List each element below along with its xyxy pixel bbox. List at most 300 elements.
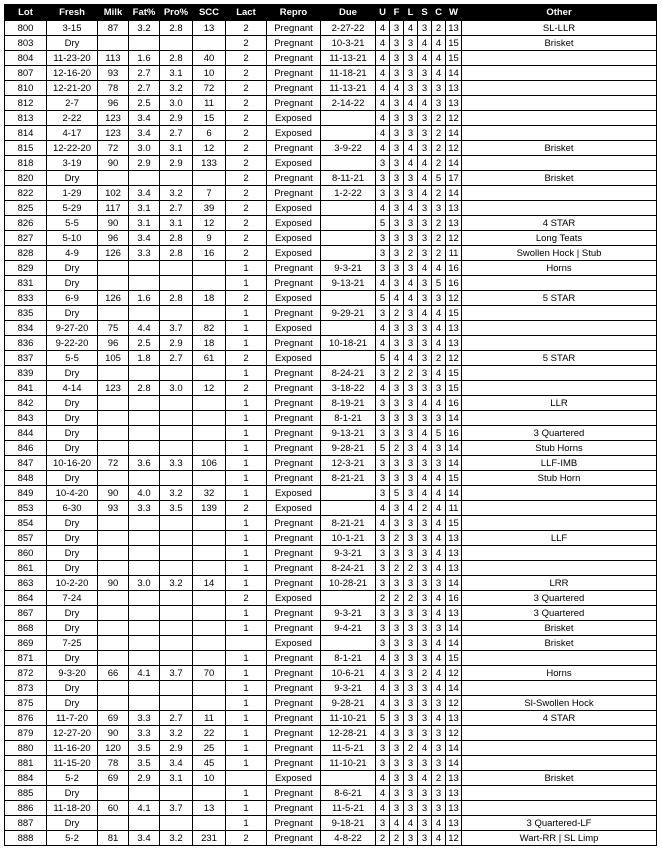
cell-fresh: Dry [47,471,98,486]
cell-milk [98,411,129,426]
cell-fat [129,636,160,651]
cell-other: 5 STAR [462,351,657,366]
cell-repro: Pregnant [267,741,321,756]
cell-w: 12 [446,726,462,741]
cell-fat: 4.1 [129,801,160,816]
cell-other [462,411,657,426]
cell-lact: 1 [226,486,267,501]
cell-c: 4 [432,516,446,531]
cell-l: 3 [404,471,418,486]
cell-f: 3 [390,126,404,141]
cell-lact: 2 [226,156,267,171]
cell-scc: 82 [193,321,226,336]
cell-milk: 69 [98,771,129,786]
cell-u: 3 [376,741,390,756]
table-row [5,156,657,171]
cell-f: 3 [390,201,404,216]
cell-fat [129,606,160,621]
cell-w: 14 [446,126,462,141]
cell-scc: 25 [193,741,226,756]
cell-other: 3 Quartered [462,426,657,441]
cell-other [462,681,657,696]
cell-l: 3 [404,396,418,411]
table-row [5,51,657,66]
cell-due: 9-4-21 [321,621,376,636]
cell-u: 2 [376,831,390,846]
table-row [5,726,657,741]
cell-u: 4 [376,276,390,291]
cell-l: 3 [404,546,418,561]
cell-fresh: 5-2 [47,771,98,786]
cell-f: 3 [390,186,404,201]
cell-other: Horns [462,666,657,681]
table-header [5,5,657,21]
cell-repro: Exposed [267,216,321,231]
cell-scc: 45 [193,756,226,771]
table-row [5,516,657,531]
cell-pro: 3.2 [160,576,193,591]
cell-repro: Pregnant [267,606,321,621]
cell-l: 3 [404,606,418,621]
cell-due: 12-3-21 [321,456,376,471]
cell-f: 3 [390,336,404,351]
cell-milk: 72 [98,141,129,156]
cell-other [462,321,657,336]
cell-u: 4 [376,681,390,696]
cell-pro [160,681,193,696]
cell-lact: 2 [226,111,267,126]
cell-lact: 2 [226,351,267,366]
table-row [5,756,657,771]
cell-milk [98,681,129,696]
table-row [5,66,657,81]
cell-l: 3 [404,726,418,741]
cell-lot: 857 [5,531,47,546]
cell-lot: 818 [5,156,47,171]
cell-scc: 12 [193,141,226,156]
cell-due [321,246,376,261]
cell-repro: Pregnant [267,141,321,156]
cell-repro: Pregnant [267,51,321,66]
cell-due: 9-3-21 [321,681,376,696]
cell-lot: 847 [5,456,47,471]
cell-c: 4 [432,636,446,651]
cell-fat: 3.3 [129,501,160,516]
cell-c: 3 [432,201,446,216]
cell-milk: 123 [98,111,129,126]
cell-l: 3 [404,36,418,51]
cell-w: 12 [446,111,462,126]
cell-c: 4 [432,36,446,51]
cell-f: 2 [390,591,404,606]
cell-lact: 2 [226,21,267,36]
cell-s: 3 [418,516,432,531]
cell-w: 13 [446,816,462,831]
cell-s: 4 [418,171,432,186]
column-header-due: Due [321,5,376,21]
cell-milk: 66 [98,666,129,681]
cell-f: 3 [390,396,404,411]
cell-due: 9-3-21 [321,546,376,561]
cell-s: 4 [418,156,432,171]
cell-lact: 1 [226,726,267,741]
cell-l: 3 [404,756,418,771]
cell-s: 3 [418,66,432,81]
cell-f: 3 [390,696,404,711]
cell-milk [98,261,129,276]
cell-u: 3 [376,411,390,426]
cell-fat: 1.6 [129,291,160,306]
cell-scc: 106 [193,456,226,471]
cell-w: 13 [446,96,462,111]
cell-scc [193,621,226,636]
cell-w: 14 [446,186,462,201]
cell-f: 2 [390,306,404,321]
cell-u: 4 [376,516,390,531]
cell-pro [160,516,193,531]
cell-milk [98,651,129,666]
table-row [5,96,657,111]
cell-due: 10-1-21 [321,531,376,546]
cell-fat: 3.6 [129,456,160,471]
table-row [5,171,657,186]
cell-due: 11-10-21 [321,711,376,726]
cell-lot: 803 [5,36,47,51]
cell-f: 5 [390,486,404,501]
cell-due: 3-9-22 [321,141,376,156]
cell-w: 13 [446,531,462,546]
cell-fresh: 10-4-20 [47,486,98,501]
cell-u: 4 [376,21,390,36]
cell-other [462,336,657,351]
cell-c: 4 [432,51,446,66]
cell-milk: 90 [98,156,129,171]
cell-repro: Pregnant [267,81,321,96]
cell-u: 4 [376,66,390,81]
cell-other: Brisket [462,141,657,156]
cell-c: 4 [432,501,446,516]
cell-s: 3 [418,801,432,816]
cell-due: 11-13-21 [321,81,376,96]
cell-fat [129,531,160,546]
cell-c: 3 [432,441,446,456]
cell-l: 3 [404,261,418,276]
cell-lact: 2 [226,501,267,516]
cell-fat [129,561,160,576]
cell-w: 15 [446,651,462,666]
cell-milk: 75 [98,321,129,336]
cell-other: Brisket [462,171,657,186]
table-row [5,651,657,666]
cell-l: 3 [404,336,418,351]
cell-l: 4 [404,201,418,216]
column-header-fat: Fat% [129,5,160,21]
cell-l: 3 [404,786,418,801]
cell-milk [98,276,129,291]
cell-due [321,291,376,306]
table-row [5,36,657,51]
cell-other: Brisket [462,771,657,786]
cell-f: 3 [390,216,404,231]
cell-f: 4 [390,816,404,831]
cell-w: 14 [446,741,462,756]
cell-s: 4 [418,741,432,756]
cell-c: 2 [432,231,446,246]
cell-due: 8-19-21 [321,396,376,411]
cell-milk: 126 [98,291,129,306]
cell-l: 2 [404,591,418,606]
cell-w: 16 [446,426,462,441]
cell-lot: 839 [5,366,47,381]
cell-c: 3 [432,621,446,636]
cell-c: 4 [432,261,446,276]
cell-c: 3 [432,741,446,756]
cell-s: 4 [418,261,432,276]
cell-lact: 2 [226,171,267,186]
cell-s: 3 [418,546,432,561]
cell-w: 16 [446,276,462,291]
cell-milk [98,426,129,441]
cell-l: 3 [404,711,418,726]
cell-lact: 2 [226,381,267,396]
cell-due: 9-3-21 [321,261,376,276]
cell-fat: 4.0 [129,486,160,501]
cell-repro: Pregnant [267,786,321,801]
cell-due: 4-8-22 [321,831,376,846]
cell-u: 4 [376,126,390,141]
cell-due [321,111,376,126]
cell-lact: 1 [226,321,267,336]
cell-l: 3 [404,636,418,651]
cell-scc: 14 [193,576,226,591]
cell-c: 2 [432,771,446,786]
cell-u: 3 [376,426,390,441]
cell-fat: 3.0 [129,141,160,156]
table-row [5,246,657,261]
cell-fresh: Dry [47,621,98,636]
cell-w: 11 [446,501,462,516]
cell-f: 2 [390,831,404,846]
cell-fresh: 4-9 [47,246,98,261]
cell-other: Brisket [462,621,657,636]
cell-scc: 6 [193,126,226,141]
cell-f: 3 [390,21,404,36]
cell-w: 16 [446,396,462,411]
cell-pro [160,636,193,651]
table-row [5,711,657,726]
cell-f: 3 [390,171,404,186]
cell-w: 12 [446,291,462,306]
cell-fresh: Dry [47,36,98,51]
cell-pro [160,426,193,441]
cell-s: 3 [418,591,432,606]
cell-milk [98,696,129,711]
cell-pro: 3.2 [160,486,193,501]
cell-u: 3 [376,171,390,186]
cell-due: 9-29-21 [321,306,376,321]
cell-c: 5 [432,171,446,186]
cell-w: 12 [446,141,462,156]
cell-w: 12 [446,666,462,681]
table-body [5,21,657,846]
cell-w: 12 [446,351,462,366]
cell-fat [129,441,160,456]
cell-scc: 39 [193,201,226,216]
cell-lot: 800 [5,21,47,36]
cell-fat: 2.7 [129,66,160,81]
cell-lot: 804 [5,51,47,66]
cell-l: 3 [404,531,418,546]
cell-fat: 3.5 [129,756,160,771]
cell-pro [160,36,193,51]
cell-s: 4 [418,396,432,411]
column-header-w: W [446,5,462,21]
cell-scc: 12 [193,216,226,231]
cell-lact: 1 [226,531,267,546]
cell-s: 3 [418,381,432,396]
cell-lact: 1 [226,801,267,816]
cell-s: 3 [418,21,432,36]
cell-due: 11-13-21 [321,51,376,66]
table-row [5,336,657,351]
cell-s: 3 [418,216,432,231]
cell-fresh: 10-16-20 [47,456,98,471]
cell-f: 3 [390,681,404,696]
cell-c: 5 [432,426,446,441]
cell-pro: 3.2 [160,81,193,96]
cell-fresh: Dry [47,816,98,831]
header-row [5,5,657,21]
cell-pro: 2.9 [160,336,193,351]
cell-pro [160,306,193,321]
cell-fat [129,516,160,531]
cell-lot: 872 [5,666,47,681]
cell-fat: 3.1 [129,216,160,231]
cell-f: 3 [390,801,404,816]
cell-lot: 834 [5,321,47,336]
cell-c: 4 [432,396,446,411]
cell-f: 3 [390,711,404,726]
cell-c: 4 [432,321,446,336]
cell-f: 4 [390,81,404,96]
cell-w: 13 [446,771,462,786]
cell-scc [193,306,226,321]
cell-u: 5 [376,216,390,231]
cell-s: 3 [418,456,432,471]
cell-lot: 807 [5,66,47,81]
cell-pro [160,396,193,411]
cell-due: 9-3-21 [321,606,376,621]
cell-f: 3 [390,771,404,786]
cell-repro: Pregnant [267,381,321,396]
cell-fresh: 6-9 [47,291,98,306]
table-row [5,216,657,231]
cell-l: 4 [404,156,418,171]
cell-fresh: 2-22 [47,111,98,126]
cell-lact: 1 [226,816,267,831]
cell-c: 4 [432,816,446,831]
cell-f: 3 [390,261,404,276]
cell-milk: 113 [98,51,129,66]
cell-lact: 2 [226,831,267,846]
cell-f: 3 [390,606,404,621]
cell-milk: 105 [98,351,129,366]
cell-f: 3 [390,501,404,516]
cell-f: 3 [390,471,404,486]
cell-f: 3 [390,276,404,291]
cell-pro [160,261,193,276]
cell-w: 14 [446,411,462,426]
cell-u: 5 [376,291,390,306]
cell-other [462,51,657,66]
cell-other [462,516,657,531]
cell-due: 8-21-21 [321,516,376,531]
cell-scc: 18 [193,336,226,351]
cell-other [462,786,657,801]
cell-pro: 2.9 [160,741,193,756]
cell-scc [193,816,226,831]
table-row [5,471,657,486]
cell-l: 4 [404,96,418,111]
cell-other: 3 Quartered-LF [462,816,657,831]
cell-lact: 1 [226,516,267,531]
cell-l: 3 [404,51,418,66]
cell-s: 3 [418,366,432,381]
cell-pro: 2.8 [160,51,193,66]
cell-milk: 90 [98,726,129,741]
cell-fresh: 12-21-20 [47,81,98,96]
cell-other: Brisket [462,36,657,51]
cell-pro [160,786,193,801]
cell-f: 3 [390,111,404,126]
cell-u: 5 [376,351,390,366]
cell-f: 3 [390,96,404,111]
cell-scc: 72 [193,81,226,96]
cell-c: 5 [432,276,446,291]
cell-w: 13 [446,81,462,96]
cell-lact: 1 [226,606,267,621]
cell-c: 4 [432,666,446,681]
cell-repro: Pregnant [267,306,321,321]
cell-lot: 846 [5,441,47,456]
cell-fresh: 5-5 [47,216,98,231]
cell-due: 8-1-21 [321,651,376,666]
cell-fat: 3.4 [129,111,160,126]
cell-w: 11 [446,246,462,261]
cell-c: 4 [432,606,446,621]
cell-f: 3 [390,636,404,651]
cell-c: 4 [432,711,446,726]
cell-c: 3 [432,381,446,396]
cell-scc [193,786,226,801]
cell-w: 14 [446,486,462,501]
cell-lact: 1 [226,666,267,681]
cell-u: 3 [376,486,390,501]
cell-c: 4 [432,471,446,486]
cell-other [462,366,657,381]
cell-other: Wart-RR | SL Limp [462,831,657,846]
cell-s: 3 [418,636,432,651]
cell-f: 4 [390,291,404,306]
cell-due [321,201,376,216]
table-row [5,486,657,501]
cell-lot: 836 [5,336,47,351]
cell-l: 4 [404,501,418,516]
cell-scc: 40 [193,51,226,66]
cell-s: 4 [418,186,432,201]
cell-lot: 829 [5,261,47,276]
cell-w: 14 [446,681,462,696]
